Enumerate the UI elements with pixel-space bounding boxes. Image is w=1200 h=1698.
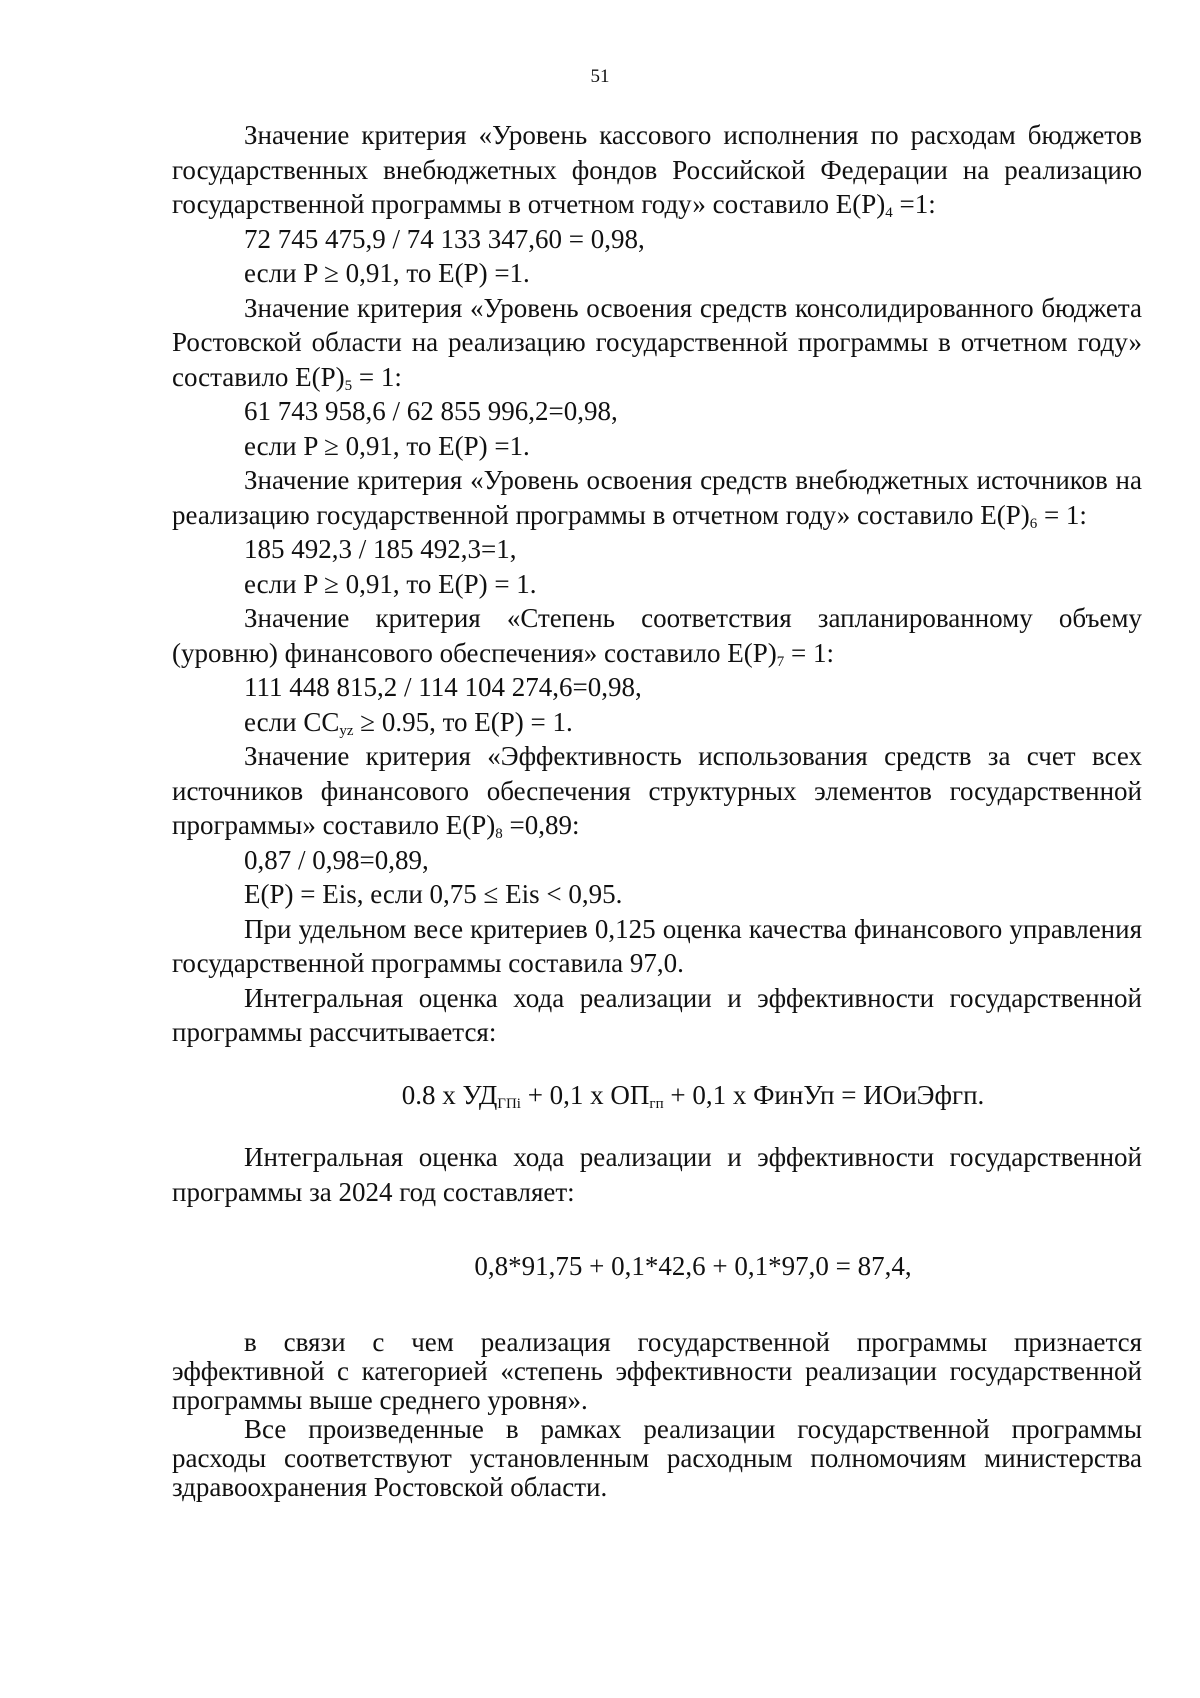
paragraph-integral-formula-intro: Интегральная оценка хода реализации и эффективности государственной программы рассчитывается: [172, 982, 1142, 1047]
paragraph-text: Значение критерия «Уровень кассового исполнения по расходам бюджетов государственных внебюджетных фондов Российской Федерации на реализацию государственной программы в отчетном году» составило E(P) [172, 120, 1142, 219]
condition-line: E(P) = Eis, если 0,75 ≤ Eis < 0,95. [244, 879, 623, 909]
paragraph-conclusion: в связи с чем реализация государственной программы признается эффективной с категорией «степень эффективности реализации государственной программы выше среднего уровня». [172, 1326, 1142, 1415]
paragraph-integral-2024-intro: Интегральная оценка хода реализации и эффективности государственной программы за 2024 год составляет: [172, 1142, 1142, 1207]
subscript: 7 [776, 653, 785, 670]
paragraph-criterion-4 [172, 118, 1142, 222]
integral-calculation: 0,8*91,75 + 0,1*42,6 + 0,1*97,0 = 87,4, [474, 1251, 912, 1281]
condition-line: если P ≥ 0,91, то E(P) =1. [244, 258, 530, 288]
paragraph-text: Значение критерия «Уровень освоения средств консолидированного бюджета Ростовской области на реализацию государственной программы в отчетном году» составило E(P) [172, 292, 1142, 392]
paragraph-text-tail: = 1: [1037, 499, 1087, 530]
paragraph-financial-management: При удельном весе критериев 0,125 оценка качества финансового управления государственной программы составила 97,0. [172, 913, 1142, 978]
calculation-line: 72 745 475,9 / 74 133 347,60 = 0,98, [244, 223, 645, 254]
subscript: ГПi [497, 1095, 521, 1112]
calculation-line: 0,87 / 0,98=0,89, [244, 844, 429, 875]
condition-text-tail: ≥ 0.95, то E(P) = 1. [353, 706, 573, 737]
document-body [172, 118, 1142, 1502]
subscript: 4 [885, 205, 893, 221]
paragraph-text-tail: = 1: [784, 637, 834, 668]
condition-line: если P ≥ 0,91, то E(P) =1. [244, 430, 530, 461]
formula-part: + 0,1 x ФинУп = ИОиЭфгп. [663, 1079, 985, 1110]
paragraph-text: Значение критерия «Степень соответствия запланированному объему (уровню) финансового обеспечения» составило E(P) [172, 603, 1142, 668]
paragraph-text: Значение критерия «Уровень освоения средств внебюджетных источников на реализацию государственной программы в отчетном году» составило E(P) [172, 465, 1142, 530]
paragraph-criterion-6 [172, 463, 1142, 532]
formula-part: + 0,1 x ОП [520, 1079, 650, 1110]
condition-line: если P ≥ 0,91, то E(P) = 1. [244, 568, 537, 599]
subscript: 5 [344, 377, 353, 394]
paragraph-text: Значение критерия «Эффективность использования средств за счет всех источников финансового обеспечения структурных элементов государственной программы» составило E(P) [172, 741, 1142, 840]
subscript: yz [339, 722, 354, 739]
paragraph-criterion-5 [172, 291, 1142, 395]
calculation-line: 111 448 815,2 / 114 104 274,6=0,98, [244, 672, 642, 702]
paragraph-text-tail: =1: [892, 189, 936, 219]
calculation-line: 61 743 958,6 / 62 855 996,2=0,98, [244, 396, 618, 426]
paragraph-criterion-8 [172, 739, 1142, 843]
paragraph-expenses: Все произведенные в рамках реализации государственной программы расходы соответствуют установленным расходным полномочиям министерства здравоохранения Ростовской области. [172, 1413, 1142, 1502]
subscript: гп [649, 1095, 664, 1112]
condition-line [172, 705, 1142, 740]
paragraph-text-tail: = 1: [352, 361, 402, 392]
formula-part: 0.8 x УД [401, 1079, 498, 1110]
page-number: 51 [590, 66, 610, 87]
integral-formula [172, 1078, 1142, 1113]
subscript: 6 [1029, 515, 1038, 532]
paragraph-criterion-7 [172, 601, 1142, 670]
calculation-line: 185 492,3 / 185 492,3=1, [244, 534, 517, 564]
paragraph-text-tail: =0,89: [502, 810, 580, 840]
subscript: 8 [495, 826, 503, 842]
condition-text: если CC [244, 706, 340, 737]
